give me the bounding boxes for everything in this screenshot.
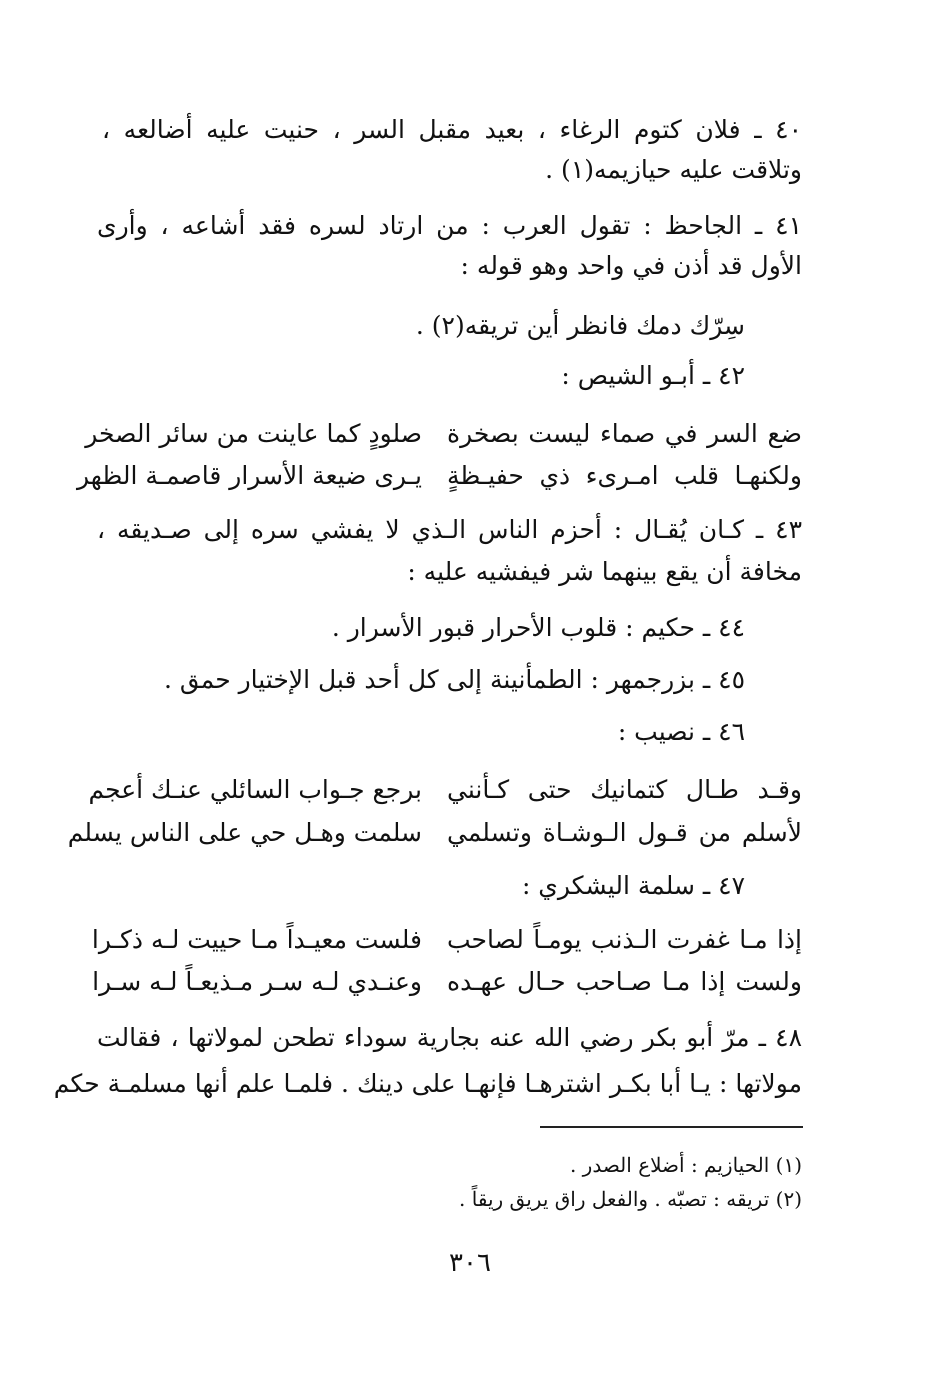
- paragraph-43-line-1: ٤٣ ـ كـان يُقـال : أحزم الناس الـذي لا يفشي سره إلى صـديقه ،: [97, 515, 802, 544]
- paragraph-47-heading: ٤٧ ـ سلمة اليشكري :: [521, 871, 745, 900]
- paragraph-42-heading: ٤٢ ـ أبـو الشيص :: [561, 361, 745, 390]
- verse-47-2-left: وعنـدي لـه سـر مـذيعـاً لـه سـرا: [92, 967, 422, 996]
- verse-47-1-right: إذا مـا غفرت الـذنب يومـاً لصاحب: [447, 925, 802, 954]
- verse-42-2-right: ولكنهـا قلب امـرىء ذي حفيـظةٍ: [447, 461, 802, 490]
- verse-42-2-left: يـرى ضيعة الأسرار قاصمـة الظهر: [77, 461, 422, 490]
- paragraph-46-heading: ٤٦ ـ نصيب :: [617, 717, 745, 746]
- paragraph-44: ٤٤ ـ حكيم : قلوب الأحرار قبور الأسرار .: [331, 613, 745, 642]
- paragraph-45: ٤٥ ـ بزرجمهر : الطمأنينة إلى كل أحد قبل الإختيار حمق .: [164, 665, 745, 694]
- paragraph-40-line-1: ٤٠ ـ فلان كتوم الرغاء ، بعيد مقبل السر ، حنيت عليه أضالعه ،: [102, 115, 802, 144]
- verse-46-2-right: لأسلم من قـول الـوشـاة وتسلمي: [447, 818, 802, 847]
- paragraph-41-line-2: الأول قد أذن في واحد وهو قوله :: [460, 251, 802, 280]
- verse-42-1-left: صلودٍ كما عاينت من سائر الصخر: [85, 419, 422, 448]
- page-number: ٣٠٦: [449, 1248, 491, 1278]
- paragraph-48-line-1: ٤٨ ـ مرّ أبو بكر رضي الله عنه بجارية سوداء تطحن لمولاتها ، فقالت: [97, 1023, 802, 1052]
- verse-47-1-left: فلست معيـداً مـا حييت لـه ذكـرا: [91, 925, 422, 954]
- footnote-1: (١) الحيازيم : أضلاع الصدر .: [569, 1153, 802, 1177]
- paragraph-43-line-2: مخافة أن يقع بينهما شر فيفشيه عليه :: [407, 557, 802, 586]
- paragraph-41-line-1: ٤١ ـ الجاحظ : تقول العرب : من ارتاد لسره فقد أشاعه ، وأرى: [97, 211, 802, 240]
- verse-46-1-right: وقـد طـال كتمانيك حتى كـأنني: [447, 775, 802, 804]
- verse-47-2-right: ولست إذا مـا صـاحب حـال عهـده: [447, 967, 802, 996]
- verse-46-1-left: برجع جـواب السائلي عنـك أعجم: [88, 775, 422, 804]
- verse-42-1-right: ضع السر في صماء ليست بصخرة: [447, 419, 802, 448]
- paragraph-48-line-2: مولاتها : يـا أبا بكـر اشترهـا فإنهـا على دينك . فلمـا علم أنها مسلمـة حكم: [53, 1069, 802, 1098]
- verse-46-2-left: سلمت وهـل حي على الناس يسلم: [67, 818, 422, 847]
- paragraph-41-quote: سِرّك دمك فانظر أين تريقه(٢) .: [415, 311, 745, 340]
- paragraph-40-line-2: وتلاقت عليه حيازيمه(١) .: [545, 155, 802, 184]
- footnote-2: (٢) تريقه : تصبّه . والفعل راق يريق ريقاً .: [459, 1187, 802, 1211]
- footnote-separator: [540, 1126, 803, 1128]
